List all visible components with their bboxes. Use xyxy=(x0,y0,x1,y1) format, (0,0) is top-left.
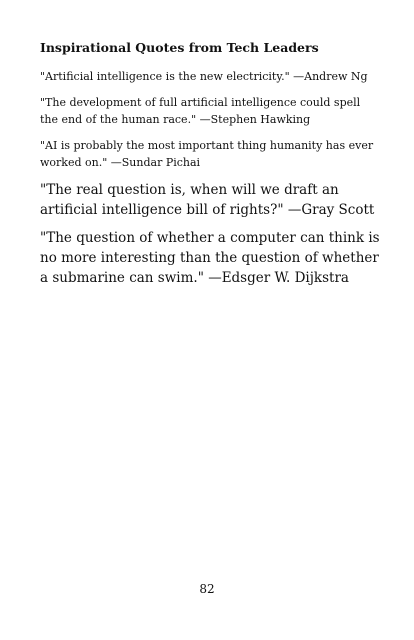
section-heading: Inspirational Quotes from Tech Leaders xyxy=(40,40,319,55)
document-page xyxy=(40,40,380,296)
quote-andrew-ng: "Artificial intelligence is the new electricity." —Andrew Ng xyxy=(40,70,368,83)
quote-edsger-dijkstra: "The question of whether a computer can think is no more interesting than the question of whether a submarine can swim." —Edsger W. Dijkstra xyxy=(40,230,380,286)
quote-sundar-pichai: "AI is probably the most important thing humanity has ever worked on." —Sundar Pichai xyxy=(40,139,374,169)
quote-gray-scott: "The real question is, when will we draft an artificial intelligence bill of rights?" —Gray Scott xyxy=(40,182,375,218)
page-number: 82 xyxy=(199,582,215,596)
quote-stephen-hawking: "The development of full artificial intelligence could spell the end of the human race." —Stephen Hawking xyxy=(40,96,361,126)
